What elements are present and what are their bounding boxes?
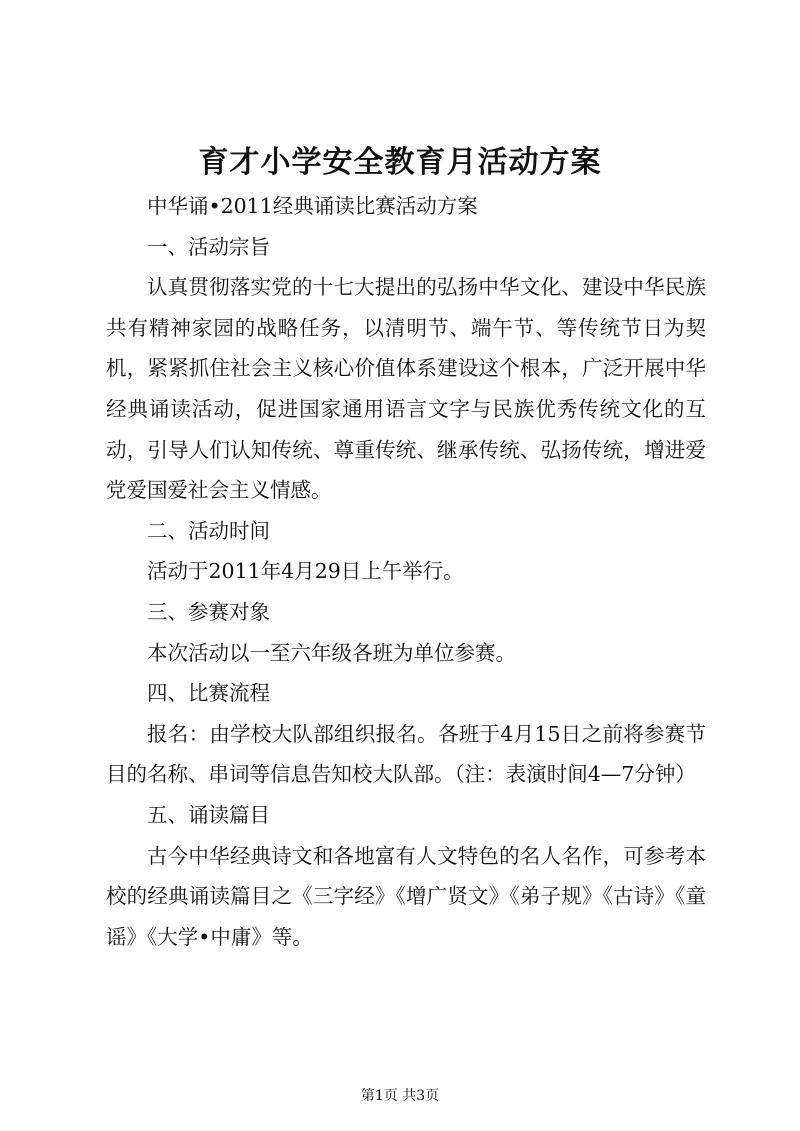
purpose-paragraph: 认真贯彻落实党的十七大提出的弘扬中华文化、建设中华民族共有精神家园的战略任务，以清明节、端午节、等传统节日为契机，紧紧抓住社会主义核心价值体系建设这个根本，广泛开展中华经典诵读活动，促进国家通用语言文字与民族优秀传统文化的互动，引导人们认知传统、尊重传统、继承传统、弘扬传统，增进爱党爱国爱社会主义情感。 (106, 275, 706, 503)
section-heading-participants: 三、参赛对象 (147, 599, 270, 624)
participants-paragraph: 本次活动以一至六年级各班为单位参赛。 (147, 640, 516, 665)
section-heading-time: 二、活动时间 (147, 518, 270, 543)
section-heading-readings: 五、诵读篇目 (147, 802, 270, 827)
process-paragraph: 报名：由学校大队部组织报名。各班于4月15日之前将参赛节目的名称、串词等信息告知校大队部。（注：表演时间4—7分钟） (106, 721, 706, 787)
readings-paragraph: 古今中华经典诗文和各地富有人文特色的名人名作，可参考本校的经典诵读篇目之《三字经》《增广贤文》《弟子规》《古诗》《童谣》《大学•中庸》等。 (106, 843, 706, 949)
section-heading-process: 四、比赛流程 (147, 681, 270, 706)
document-title: 育才小学安全教育月活动方案 (198, 145, 602, 180)
page-footer: 第1页 共3页 (360, 1088, 440, 1104)
time-paragraph: 活动于2011年4月29日上午举行。 (147, 559, 464, 584)
subtitle-paragraph: 中华诵•2011经典诵读比赛活动方案 (147, 194, 478, 218)
document-body (106, 186, 706, 957)
section-heading-purpose: 一、活动宗旨 (147, 234, 270, 259)
